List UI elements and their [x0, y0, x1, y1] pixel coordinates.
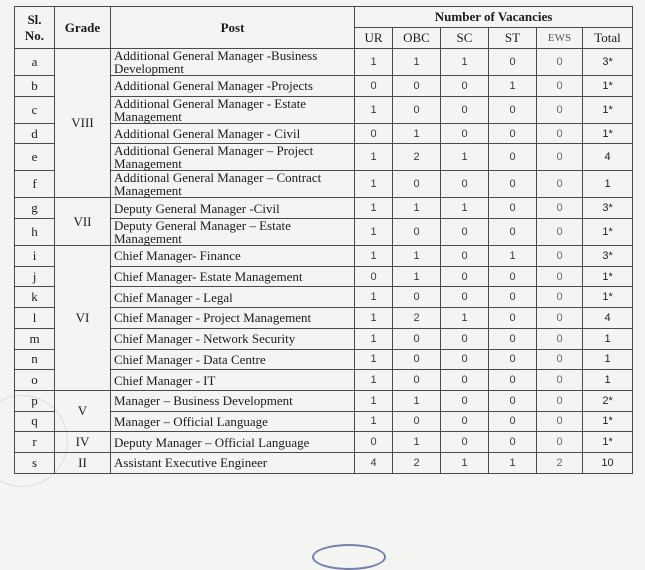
ews-count-cell: 0: [537, 370, 583, 391]
st-count-cell: 0: [489, 370, 537, 391]
post-cell: Chief Manager - Legal: [111, 287, 355, 308]
sl-no-cell: s: [15, 452, 55, 473]
ur-count-cell: 1: [355, 96, 393, 123]
obc-count-cell: 1: [393, 123, 441, 144]
post-cell: Additional General Manager -Projects: [111, 76, 355, 97]
st-count-cell: 0: [489, 219, 537, 246]
ur-count-cell: 1: [355, 308, 393, 329]
ur-count-cell: 1: [355, 171, 393, 198]
st-count-cell: 0: [489, 390, 537, 411]
ews-count-cell: 0: [537, 123, 583, 144]
sc-count-cell: 0: [441, 246, 489, 267]
ur-count-cell: 1: [355, 198, 393, 219]
sc-count-cell: 0: [441, 266, 489, 287]
sl-no-cell: l: [15, 308, 55, 329]
obc-count-cell: 1: [393, 266, 441, 287]
obc-count-cell: 1: [393, 49, 441, 76]
total-count-cell: 3*: [583, 246, 633, 267]
st-count-cell: 0: [489, 171, 537, 198]
sl-no-cell: e: [15, 144, 55, 171]
table-row: [15, 198, 633, 219]
ews-count-cell: 0: [537, 144, 583, 171]
ur-count-cell: 1: [355, 411, 393, 432]
sc-count-cell: 0: [441, 96, 489, 123]
ur-count-cell: 1: [355, 49, 393, 76]
sc-count-cell: 0: [441, 411, 489, 432]
ur-count-cell: 1: [355, 287, 393, 308]
table-row: [15, 432, 633, 453]
header-total: Total: [583, 28, 633, 49]
post-cell: Additional General Manager -Business Development: [111, 49, 355, 76]
st-count-cell: 1: [489, 246, 537, 267]
sc-count-cell: 1: [441, 144, 489, 171]
table-row: [15, 246, 633, 267]
sl-no-cell: a: [15, 49, 55, 76]
obc-count-cell: 0: [393, 287, 441, 308]
grade-cell: VII: [55, 198, 111, 246]
sl-no-cell: c: [15, 96, 55, 123]
post-cell: Deputy Manager – Official Language: [111, 432, 355, 453]
obc-count-cell: 1: [393, 246, 441, 267]
sc-count-cell: 0: [441, 349, 489, 370]
post-cell: Additional General Manager - Estate Management: [111, 96, 355, 123]
header-sc: SC: [441, 28, 489, 49]
sc-count-cell: 0: [441, 370, 489, 391]
total-count-cell: 1*: [583, 287, 633, 308]
st-count-cell: 0: [489, 328, 537, 349]
ews-count-cell: 0: [537, 96, 583, 123]
sl-no-cell: k: [15, 287, 55, 308]
st-count-cell: 0: [489, 96, 537, 123]
total-count-cell: 3*: [583, 198, 633, 219]
ews-count-cell: 0: [537, 308, 583, 329]
sl-no-cell: q: [15, 411, 55, 432]
ews-count-cell: 0: [537, 287, 583, 308]
st-count-cell: 0: [489, 287, 537, 308]
ews-count-cell: 0: [537, 198, 583, 219]
obc-count-cell: 0: [393, 349, 441, 370]
sc-count-cell: 0: [441, 432, 489, 453]
ews-count-cell: 0: [537, 49, 583, 76]
obc-count-cell: 0: [393, 219, 441, 246]
grade-cell: VI: [55, 246, 111, 391]
sl-no-cell: h: [15, 219, 55, 246]
header-ur: UR: [355, 28, 393, 49]
ews-count-cell: 0: [537, 266, 583, 287]
obc-count-cell: 2: [393, 452, 441, 473]
table-body: [15, 49, 633, 474]
sl-no-cell: p: [15, 390, 55, 411]
sc-count-cell: 1: [441, 308, 489, 329]
sc-count-cell: 0: [441, 390, 489, 411]
st-count-cell: 0: [489, 349, 537, 370]
header-st: ST: [489, 28, 537, 49]
sl-no-cell: b: [15, 76, 55, 97]
post-cell: Chief Manager - Data Centre: [111, 349, 355, 370]
st-count-cell: 0: [489, 308, 537, 329]
post-cell: Chief Manager - Network Security: [111, 328, 355, 349]
st-count-cell: 0: [489, 266, 537, 287]
ews-count-cell: 0: [537, 349, 583, 370]
sl-no-cell: m: [15, 328, 55, 349]
grade-cell: VIII: [55, 49, 111, 198]
sl-no-cell: n: [15, 349, 55, 370]
ur-count-cell: 1: [355, 328, 393, 349]
obc-count-cell: 1: [393, 198, 441, 219]
grade-cell: II: [55, 452, 111, 473]
total-count-cell: 2*: [583, 390, 633, 411]
st-count-cell: 0: [489, 123, 537, 144]
grade-cell: IV: [55, 432, 111, 453]
table-row: [15, 390, 633, 411]
st-count-cell: 1: [489, 452, 537, 473]
st-count-cell: 0: [489, 198, 537, 219]
sc-count-cell: 0: [441, 76, 489, 97]
obc-count-cell: 1: [393, 390, 441, 411]
ews-count-cell: 0: [537, 432, 583, 453]
ews-count-cell: 2: [537, 452, 583, 473]
total-count-cell: 1*: [583, 76, 633, 97]
sl-no-cell: g: [15, 198, 55, 219]
obc-count-cell: 2: [393, 308, 441, 329]
total-count-cell: 4: [583, 144, 633, 171]
st-count-cell: 0: [489, 411, 537, 432]
sc-count-cell: 0: [441, 328, 489, 349]
ur-count-cell: 1: [355, 246, 393, 267]
post-cell: Chief Manager - IT: [111, 370, 355, 391]
obc-count-cell: 0: [393, 76, 441, 97]
table-row: [15, 49, 633, 76]
ur-count-cell: 1: [355, 349, 393, 370]
header-sl-no: Sl. No.: [15, 7, 55, 49]
sc-count-cell: 0: [441, 287, 489, 308]
ur-count-cell: 0: [355, 76, 393, 97]
obc-count-cell: 2: [393, 144, 441, 171]
ur-count-cell: 0: [355, 266, 393, 287]
ur-count-cell: 1: [355, 370, 393, 391]
sc-count-cell: 1: [441, 49, 489, 76]
total-count-cell: 4: [583, 308, 633, 329]
official-stamp: [312, 544, 386, 570]
header-grade: Grade: [55, 7, 111, 49]
post-cell: Manager – Official Language: [111, 411, 355, 432]
st-count-cell: 0: [489, 49, 537, 76]
ur-count-cell: 0: [355, 432, 393, 453]
post-cell: Manager – Business Development: [111, 390, 355, 411]
total-count-cell: 1: [583, 328, 633, 349]
sc-count-cell: 0: [441, 123, 489, 144]
ews-count-cell: 0: [537, 76, 583, 97]
total-count-cell: 1: [583, 349, 633, 370]
header-ews: EWS: [537, 28, 583, 49]
obc-count-cell: 0: [393, 328, 441, 349]
header-number-of-vacancies: Number of Vacancies: [355, 7, 633, 28]
sc-count-cell: 1: [441, 452, 489, 473]
total-count-cell: 1*: [583, 432, 633, 453]
total-count-cell: 3*: [583, 49, 633, 76]
sl-no-cell: d: [15, 123, 55, 144]
total-count-cell: 1*: [583, 219, 633, 246]
total-count-cell: 1*: [583, 123, 633, 144]
post-cell: Chief Manager- Estate Management: [111, 266, 355, 287]
grade-cell: V: [55, 390, 111, 431]
ur-count-cell: 1: [355, 219, 393, 246]
ur-count-cell: 1: [355, 144, 393, 171]
post-cell: Additional General Manager – Contract Management: [111, 171, 355, 198]
table-row: [15, 452, 633, 473]
total-count-cell: 1: [583, 171, 633, 198]
st-count-cell: 0: [489, 432, 537, 453]
header-obc: OBC: [393, 28, 441, 49]
ews-count-cell: 0: [537, 171, 583, 198]
ews-count-cell: 0: [537, 219, 583, 246]
total-count-cell: 10: [583, 452, 633, 473]
ur-count-cell: 1: [355, 390, 393, 411]
ews-count-cell: 0: [537, 411, 583, 432]
sl-no-cell: o: [15, 370, 55, 391]
ur-count-cell: 4: [355, 452, 393, 473]
sc-count-cell: 1: [441, 198, 489, 219]
sl-no-cell: i: [15, 246, 55, 267]
post-cell: Assistant Executive Engineer: [111, 452, 355, 473]
obc-count-cell: 0: [393, 96, 441, 123]
st-count-cell: 1: [489, 76, 537, 97]
post-cell: Deputy General Manager -Civil: [111, 198, 355, 219]
ews-count-cell: 0: [537, 328, 583, 349]
ews-count-cell: 0: [537, 390, 583, 411]
post-cell: Deputy General Manager – Estate Management: [111, 219, 355, 246]
post-cell: Chief Manager - Project Management: [111, 308, 355, 329]
sl-no-cell: f: [15, 171, 55, 198]
obc-count-cell: 0: [393, 171, 441, 198]
header-post: Post: [111, 7, 355, 49]
post-cell: Additional General Manager - Civil: [111, 123, 355, 144]
sc-count-cell: 0: [441, 171, 489, 198]
total-count-cell: 1*: [583, 411, 633, 432]
obc-count-cell: 1: [393, 432, 441, 453]
ur-count-cell: 0: [355, 123, 393, 144]
sc-count-cell: 0: [441, 219, 489, 246]
total-count-cell: 1*: [583, 266, 633, 287]
post-cell: Additional General Manager – Project Management: [111, 144, 355, 171]
st-count-cell: 0: [489, 144, 537, 171]
ews-count-cell: 0: [537, 246, 583, 267]
post-cell: Chief Manager- Finance: [111, 246, 355, 267]
obc-count-cell: 0: [393, 370, 441, 391]
sl-no-cell: j: [15, 266, 55, 287]
total-count-cell: 1*: [583, 96, 633, 123]
obc-count-cell: 0: [393, 411, 441, 432]
sl-no-cell: r: [15, 432, 55, 453]
vacancy-table: [14, 6, 633, 474]
total-count-cell: 1: [583, 370, 633, 391]
